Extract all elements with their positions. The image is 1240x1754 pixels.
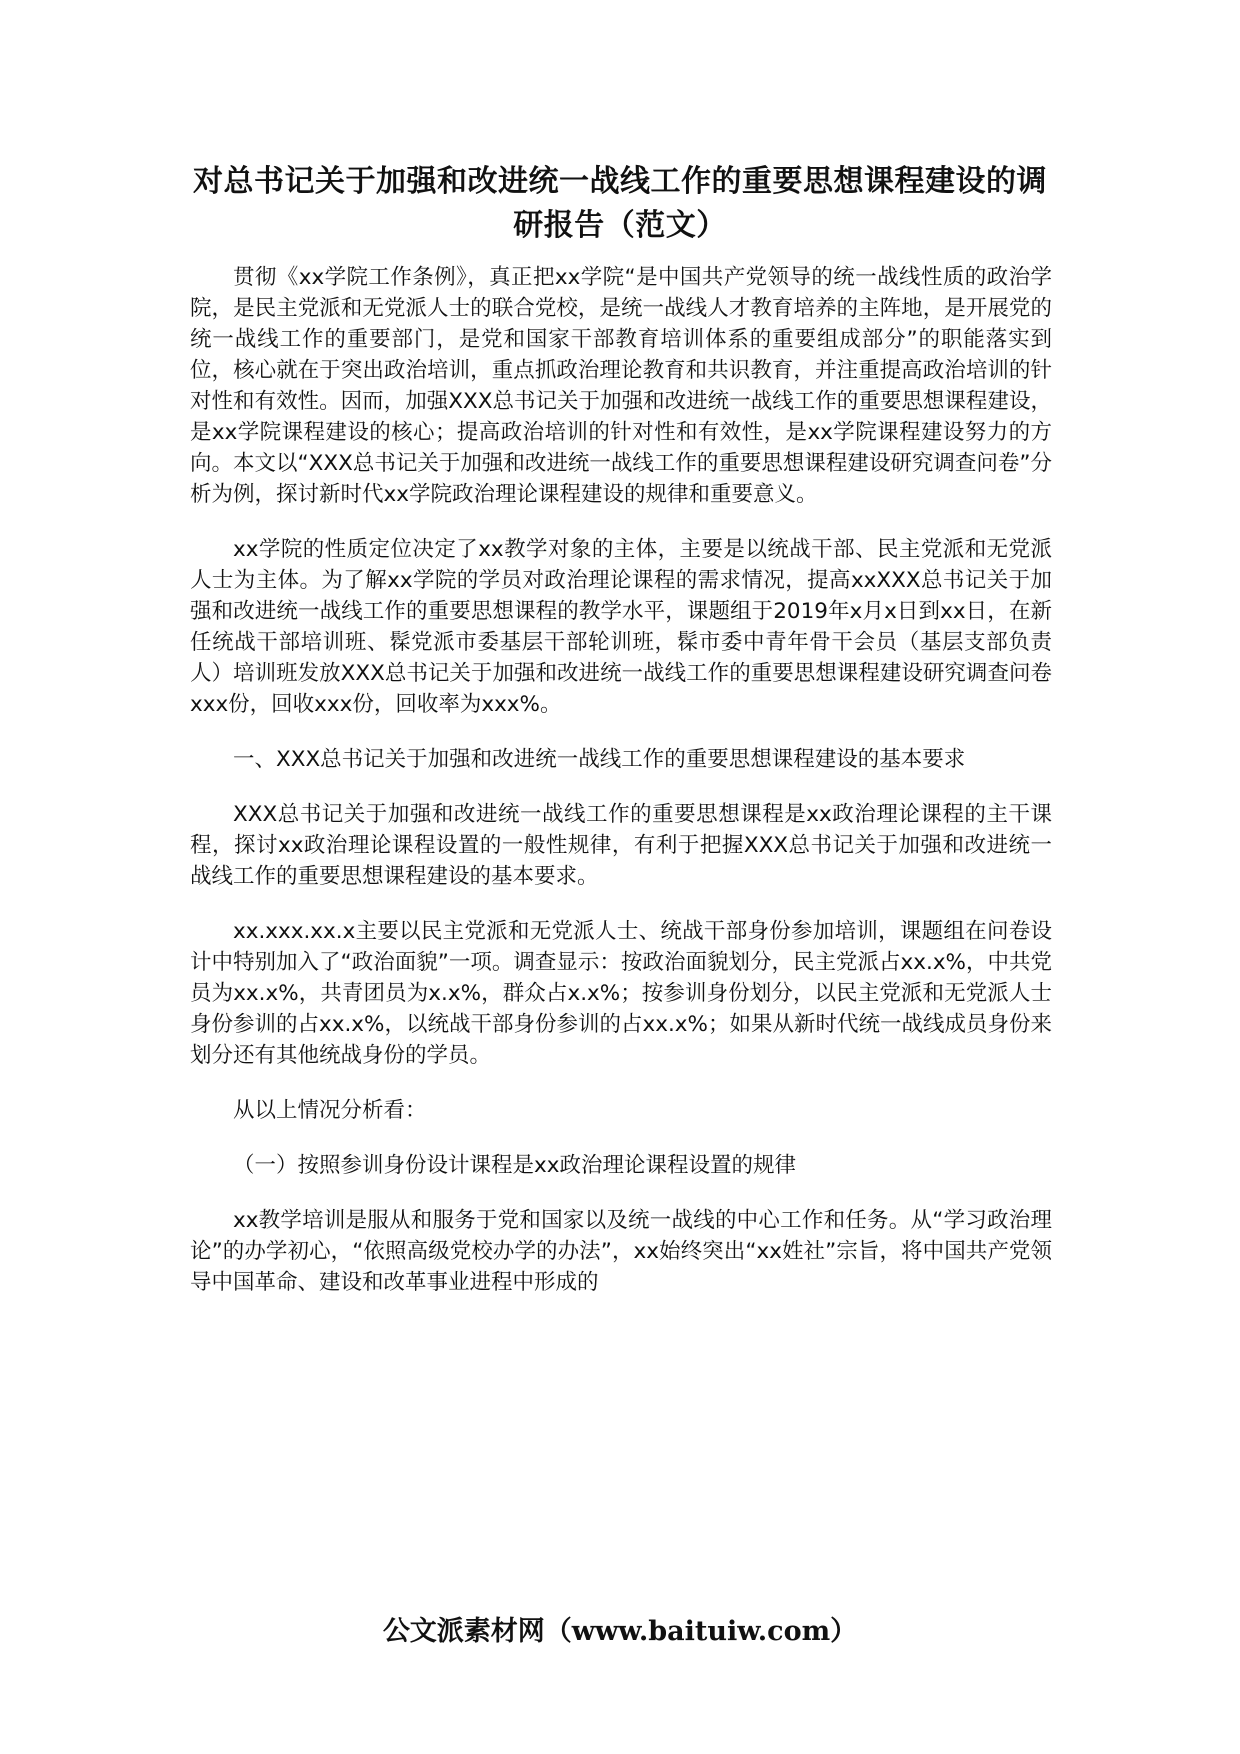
paragraph-political-status: xx.xxx.xx.x主要以民主党派和无党派人士、统战干部身份参加培训，课题组在问卷设计中特别加入了“政治面貌”一项。调查显示：按政治面貌划分，民主党派占xx.x%，中共党员为xx.x%，共青团员为x.x%，群众占x.x%；按参训身份划分，以民主党派和无党派人士身份参训的占xx.x%，以统战干部身份参训的占xx.x%；如果从新时代统一战线成员身份来划分还有其他统战身份的学员。 — [190, 919, 1052, 1068]
paragraph-survey: xx学院的性质定位决定了xx教学对象的主体，主要是以统战干部、民主党派和无党派人士为主体。为了解xx学院的学员对政治理论课程的需求情况，提高xxXXX总书记关于加强和改进统一战线工作的重要思想课程的教学水平，课题组于2019年x月x日到xx日，在新任统战干部培训班、髹党派市委基层干部轮训班，髹市委中青年骨干会员（基层支部负责人）培训班发放XXX总书记关于加强和改进统一战线工作的重要思想课程建设研究调查问卷xxx份，回收xxx份，回收率为xxx%。 — [190, 537, 1052, 717]
paragraph-main-course: XXX总书记关于加强和改进统一战线工作的重要思想课程是xx政治理论课程的主干课程，探讨xx政治理论课程设置的一般性规律，有利于把握XXX总书记关于加强和改进统一战线工作的重要思想课程建设的基本要求。 — [190, 802, 1052, 889]
paragraph-teaching: xx教学培训是服从和服务于党和国家以及统一战线的中心工作和任务。从“学习政治理论”的办学初心，“依照高级党校办学的办法”，xx始终突出“xx姓社”宗旨，将中国共产党领导中国革命、建设和改革事业进程中形成的 — [190, 1208, 1052, 1295]
document-title: 对总书记关于加强和改进统一战线工作的重要思想课程建设的调研报告（范文） — [193, 164, 1047, 243]
footer-watermark: 公文派素材网（www.baituiw.com） — [382, 1616, 858, 1647]
subsection-heading-1: （一）按照参训身份设计课程是xx政治理论课程设置的规律 — [233, 1153, 796, 1178]
paragraph-analysis-lead: 从以上情况分析看： — [233, 1098, 427, 1123]
paragraph-intro: 贯彻《xx学院工作条例》，真正把xx学院“是中国共产党领导的统一战线性质的政治学院，是民主党派和无党派人士的联合党校，是统一战线人才教育培养的主阵地，是开展党的统一战线工作的重要部门，是党和国家干部教育培训体系的重要组成部分”的职能落实到位，核心就在于突出政治培训，重点抓政治理论教育和共识教育，并注重提高政治培训的针对性和有效性。因而，加强XXX总书记关于加强和改进统一战线工作的重要思想课程建设，是xx学院课程建设的核心；提高政治培训的针对性和有效性，是xx学院课程建设努力的方向。本文以“XXX总书记关于加强和改进统一战线工作的重要思想课程建设研究调查问卷”分析为例，探讨新时代xx学院政治理论课程建设的规律和重要意义。 — [190, 265, 1052, 507]
section-heading-1: 一、XXX总书记关于加强和改进统一战线工作的重要思想课程建设的基本要求 — [233, 747, 966, 772]
document-body — [190, 262, 1052, 1298]
